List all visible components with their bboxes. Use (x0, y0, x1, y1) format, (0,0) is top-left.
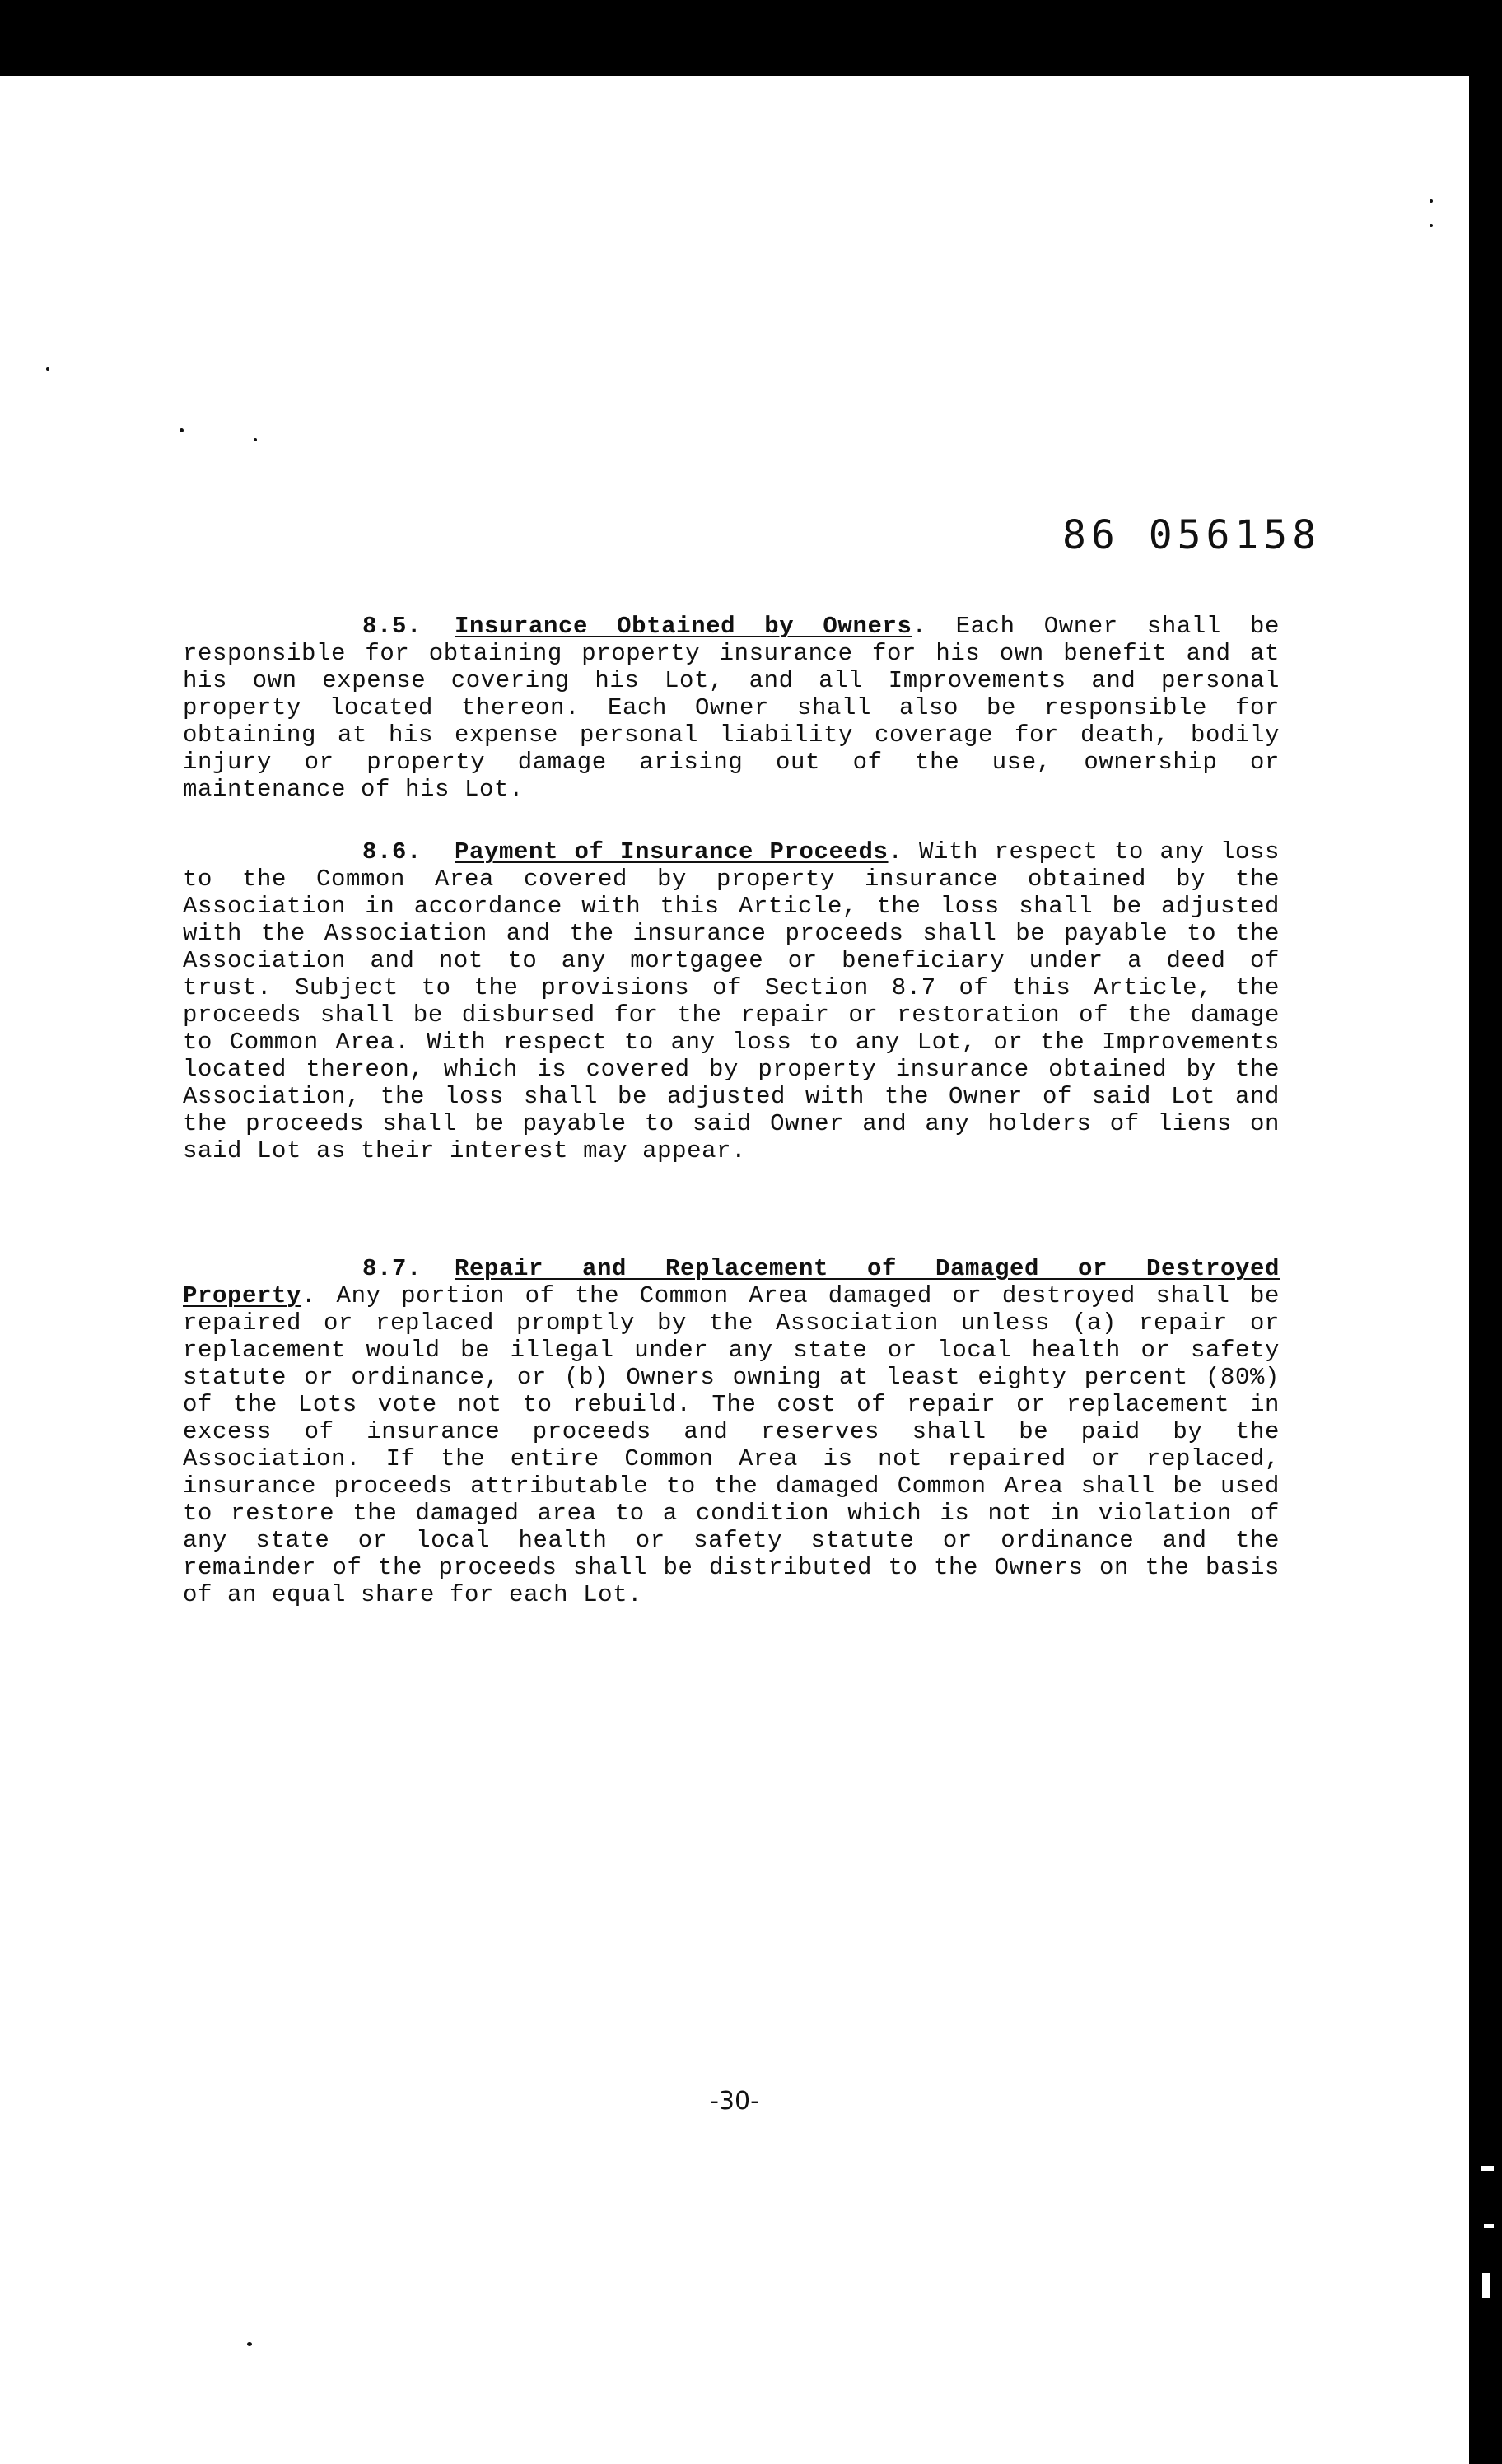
scan-speck (1430, 199, 1433, 203)
section-title: Payment of Insurance Proceeds (455, 838, 889, 866)
document-number: 86 056158 (1062, 512, 1322, 558)
scan-edge-mark (1481, 2166, 1494, 2171)
section-paragraph (183, 838, 1280, 1164)
section-number: 8.5. (362, 613, 422, 640)
section-body: . With respect to any loss to the Common Area covered by property insurance obtained by the Association in accordance with this Article, the loss shall be adjusted with the Association and the insurance proceeds shall be payable to the Association and not to any mortgagee or beneficiary under a deed of trust. Subject to the provisions of Section 8.7 of this Article, the proceeds shall be disbursed for the repair or restoration of the damage to Common Area. With respect to any loss to any Lot, or the Improvements located thereon, which is covered by property insurance obtained by the Association, the loss shall be adjusted with the Owner of said Lot and the proceeds shall be payable to said Owner and any holders of liens on said Lot as their interest may appear. (183, 838, 1280, 1164)
scan-speck (247, 2342, 252, 2346)
section-paragraph (183, 1255, 1280, 1608)
section-title: Insurance Obtained by Owners (455, 613, 912, 640)
scan-speck (46, 367, 49, 371)
scan-speck (180, 428, 184, 432)
paper-sheet (0, 76, 1469, 2464)
section-body: . Each Owner shall be responsible for obtaining property insurance for his own benefit and at his own expense covering his Lot, and all Improvements and personal property located thereon. Each Owner shall also be responsible for obtaining at his expense personal liability coverage for death, bodily injury or property damage arising out of the use, ownership or maintenance of his Lot. (183, 613, 1280, 803)
scan-speck (254, 438, 257, 441)
scan-edge-shadow (1471, 354, 1502, 2464)
section-8-5 (183, 613, 1280, 803)
scan-speck (1430, 224, 1433, 227)
section-8-7 (183, 1255, 1280, 1608)
scan-edge-mark (1482, 2273, 1490, 2298)
section-number: 8.7. (362, 1255, 422, 1282)
section-paragraph (183, 613, 1280, 803)
scan-edge-mark (1484, 2224, 1494, 2228)
section-title: Repair and Replacement of Damaged or Destroyed Property (183, 1255, 1280, 1309)
section-8-6 (183, 838, 1280, 1164)
page-number: -30- (710, 2087, 759, 2116)
section-body: . Any portion of the Common Area damaged or destroyed shall be repaired or replaced promptly by the Association unless (a) repair or replacement would be illegal under any state or local health or safety statute or ordinance, or (b) Owners owning at least eighty percent (80%) of the Lots vote not to rebuild. The cost of repair or replacement in excess of insurance proceeds and reserves shall be paid by the Association. If the entire Common Area is not repaired or replaced, insurance proceeds attributable to the damaged Common Area shall be used to restore the damaged area to a condition which is not in violation of any state or local health or safety statute or ordinance and the remainder of the proceeds shall be distributed to the Owners on the basis of an equal share for each Lot. (183, 1282, 1280, 1608)
section-number: 8.6. (362, 838, 422, 866)
